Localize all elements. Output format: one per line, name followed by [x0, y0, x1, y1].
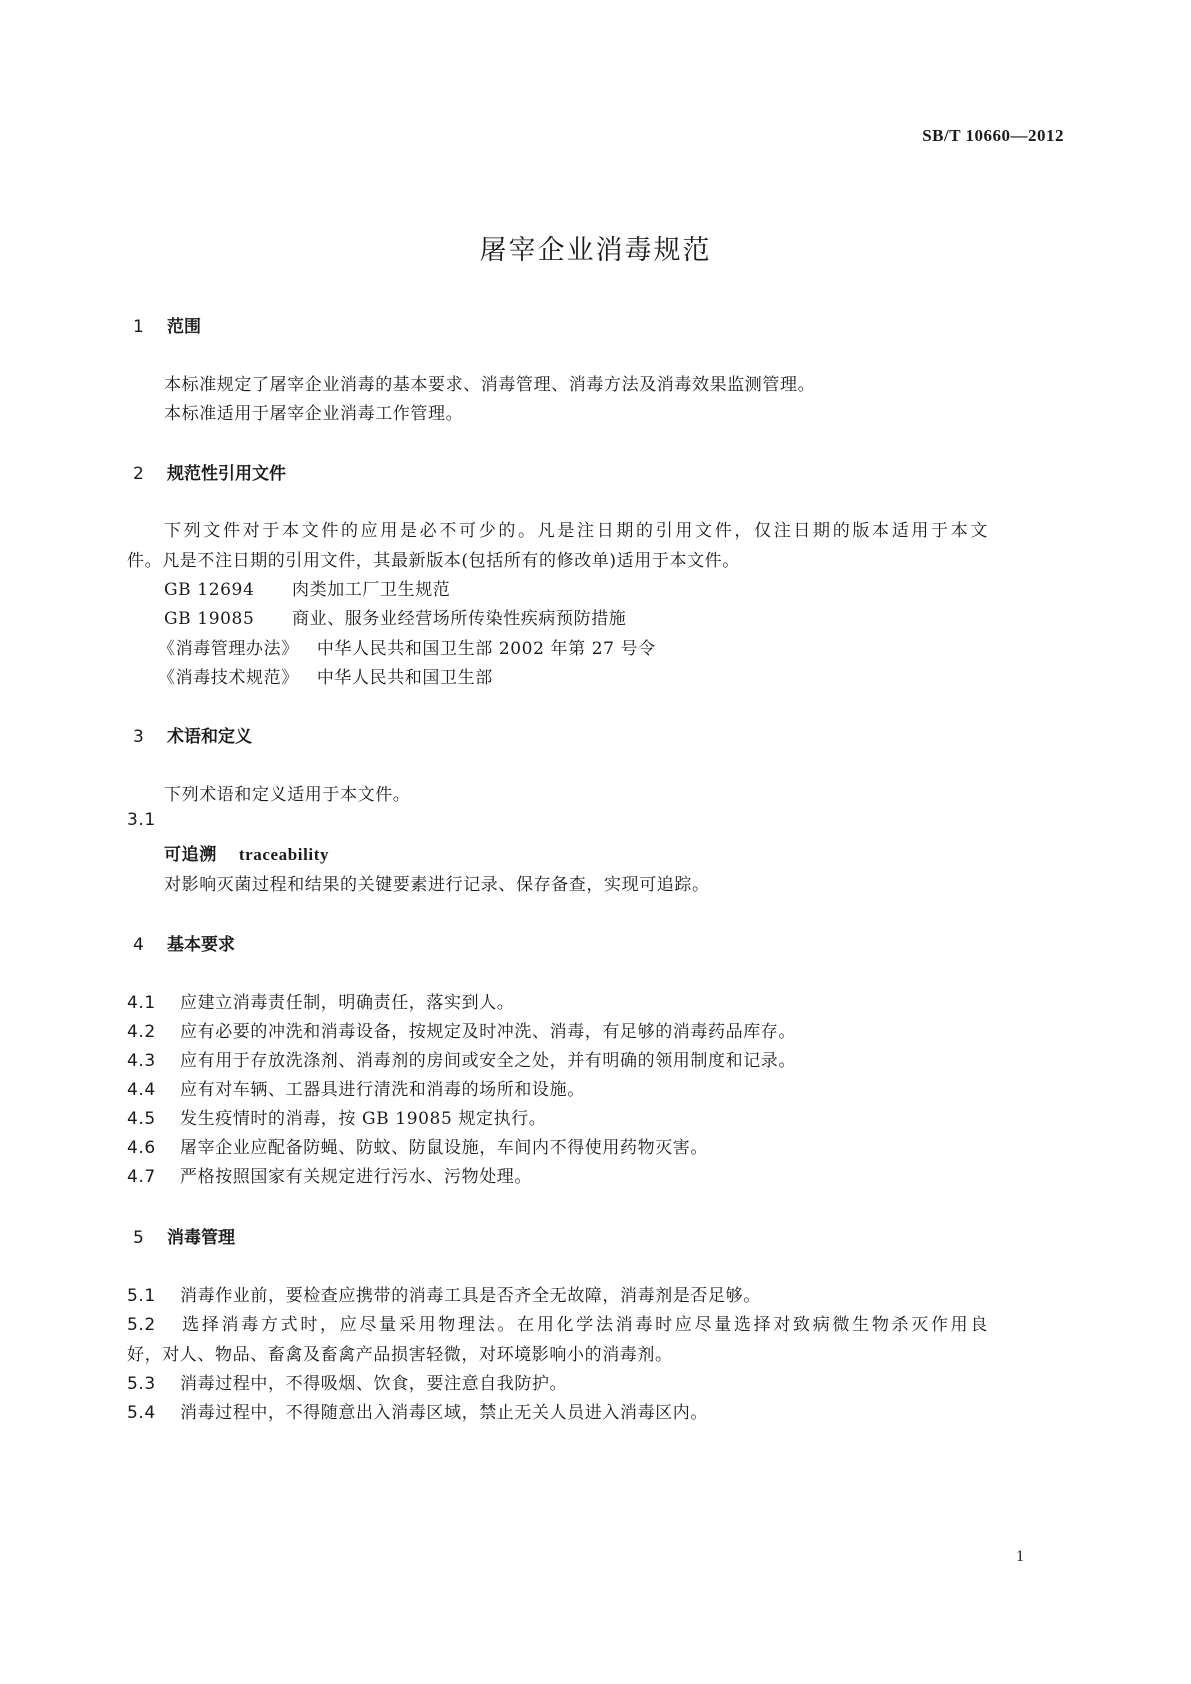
- list-item: [127, 1017, 796, 1042]
- section-title: 基本要求: [167, 935, 235, 955]
- section-number: 4: [133, 935, 144, 955]
- term-chinese: 可追溯: [164, 845, 217, 865]
- item-number: 5.2: [127, 1315, 156, 1335]
- section-2-heading: [133, 459, 286, 484]
- item-text: 应建立消毒责任制，明确责任，落实到人。: [180, 993, 515, 1013]
- list-item: [127, 1075, 585, 1100]
- list-item: [127, 1133, 708, 1158]
- paragraph: 下列术语和定义适用于本文件。: [164, 785, 411, 805]
- list-item: [127, 1310, 988, 1335]
- standard-code: SB/T 10660—2012: [922, 126, 1064, 145]
- item-number: 5.4: [127, 1403, 156, 1423]
- section-4-heading: [133, 930, 235, 955]
- item-text: 消毒过程中，不得随意出入消毒区域，禁止无关人员进入消毒区内。: [180, 1403, 708, 1423]
- section-title: 规范性引用文件: [167, 464, 286, 484]
- paragraph-line: 件。凡是不注日期的引用文件，其最新版本(包括所有的修改单)适用于本文件。: [127, 551, 740, 571]
- section-title: 术语和定义: [167, 727, 252, 747]
- item-text: 严格按照国家有关规定进行污水、污物处理。: [180, 1167, 532, 1187]
- item-text: 消毒过程中，不得吸烟、饮食，要注意自我防护。: [180, 1374, 568, 1394]
- reference-title: 中华人民共和国卫生部 2002 年第 27 号令: [316, 639, 656, 659]
- reference-title: 肉类加工厂卫生规范: [292, 580, 451, 600]
- item-number: 4.7: [127, 1167, 156, 1187]
- item-text-continued: 好，对人、物品、畜禽及畜禽产品损害轻微，对环境影响小的消毒剂。: [127, 1345, 673, 1365]
- reference-code: 《消毒管理办法》: [158, 639, 299, 659]
- item-text: 消毒作业前，要检查应携带的消毒工具是否齐全无故障，消毒剂是否足够。: [180, 1286, 761, 1306]
- list-item: [127, 1162, 532, 1187]
- section-title: 范围: [167, 317, 201, 337]
- list-item: [127, 1281, 761, 1306]
- list-item: [127, 1398, 708, 1423]
- paragraph: 本标准规定了屠宰企业消毒的基本要求、消毒管理、消毒方法及消毒效果监测管理。: [164, 375, 816, 395]
- item-number: 5.3: [127, 1374, 156, 1394]
- item-number: 4.6: [127, 1138, 156, 1158]
- reference-item: [164, 604, 626, 629]
- item-text: 选择消毒方式时，应尽量采用物理法。在用化学法消毒时应尽量选择对致病微生物杀灭作用良: [180, 1315, 988, 1335]
- paragraph: 本标准适用于屠宰企业消毒工作管理。: [164, 404, 464, 424]
- item-number: 4.1: [127, 993, 156, 1013]
- item-text: 应有对车辆、工器具进行清洗和消毒的场所和设施。: [180, 1080, 585, 1100]
- term-number: 3.1: [127, 810, 156, 830]
- list-item: [127, 1104, 546, 1129]
- reference-code: 《消毒技术规范》: [158, 668, 299, 688]
- reference-code: GB 12694: [164, 580, 255, 600]
- page-number: 1: [1016, 1548, 1024, 1565]
- term-entry: [164, 840, 329, 865]
- item-number: 4.5: [127, 1109, 156, 1129]
- item-number: 4.2: [127, 1022, 156, 1042]
- item-number: 4.4: [127, 1080, 156, 1100]
- item-number: 4.3: [127, 1051, 156, 1071]
- item-text: 屠宰企业应配备防蝇、防蚊、防鼠设施，车间内不得使用药物灭害。: [180, 1138, 708, 1158]
- section-number: 1: [133, 317, 144, 337]
- list-item: [127, 1369, 567, 1394]
- section-5-heading: [133, 1223, 235, 1248]
- item-text: 应有用于存放洗涤剂、消毒剂的房间或安全之处，并有明确的领用制度和记录。: [180, 1051, 796, 1071]
- section-number: 2: [133, 464, 144, 484]
- item-number: 5.1: [127, 1286, 156, 1306]
- reference-title: 中华人民共和国卫生部: [316, 668, 493, 688]
- section-title: 消毒管理: [167, 1228, 235, 1248]
- section-number: 3: [133, 727, 144, 747]
- document-title: 屠宰企业消毒规范: [479, 235, 712, 266]
- item-text: 发生疫情时的消毒，按 GB 19085 规定执行。: [180, 1109, 547, 1129]
- reference-item: [158, 634, 656, 659]
- reference-item: [164, 575, 450, 600]
- reference-code: GB 19085: [164, 609, 255, 629]
- reference-item: [158, 663, 493, 688]
- paragraph-line: 下列文件对于本文件的应用是必不可少的。凡是注日期的引用文件，仅注日期的版本适用于本文: [164, 521, 988, 541]
- section-number: 5: [133, 1228, 144, 1248]
- item-text: 应有必要的冲洗和消毒设备，按规定及时冲洗、消毒，有足够的消毒药品库存。: [180, 1022, 796, 1042]
- section-1-heading: [133, 312, 201, 337]
- section-3-heading: [133, 722, 252, 747]
- list-item: [127, 988, 514, 1013]
- reference-title: 商业、服务业经营场所传染性疾病预防措施: [292, 609, 627, 629]
- term-english: traceability: [238, 845, 330, 864]
- term-definition: 对影响灭菌过程和结果的关键要素进行记录、保存备查，实现可追踪。: [164, 875, 710, 895]
- list-item: [127, 1046, 796, 1071]
